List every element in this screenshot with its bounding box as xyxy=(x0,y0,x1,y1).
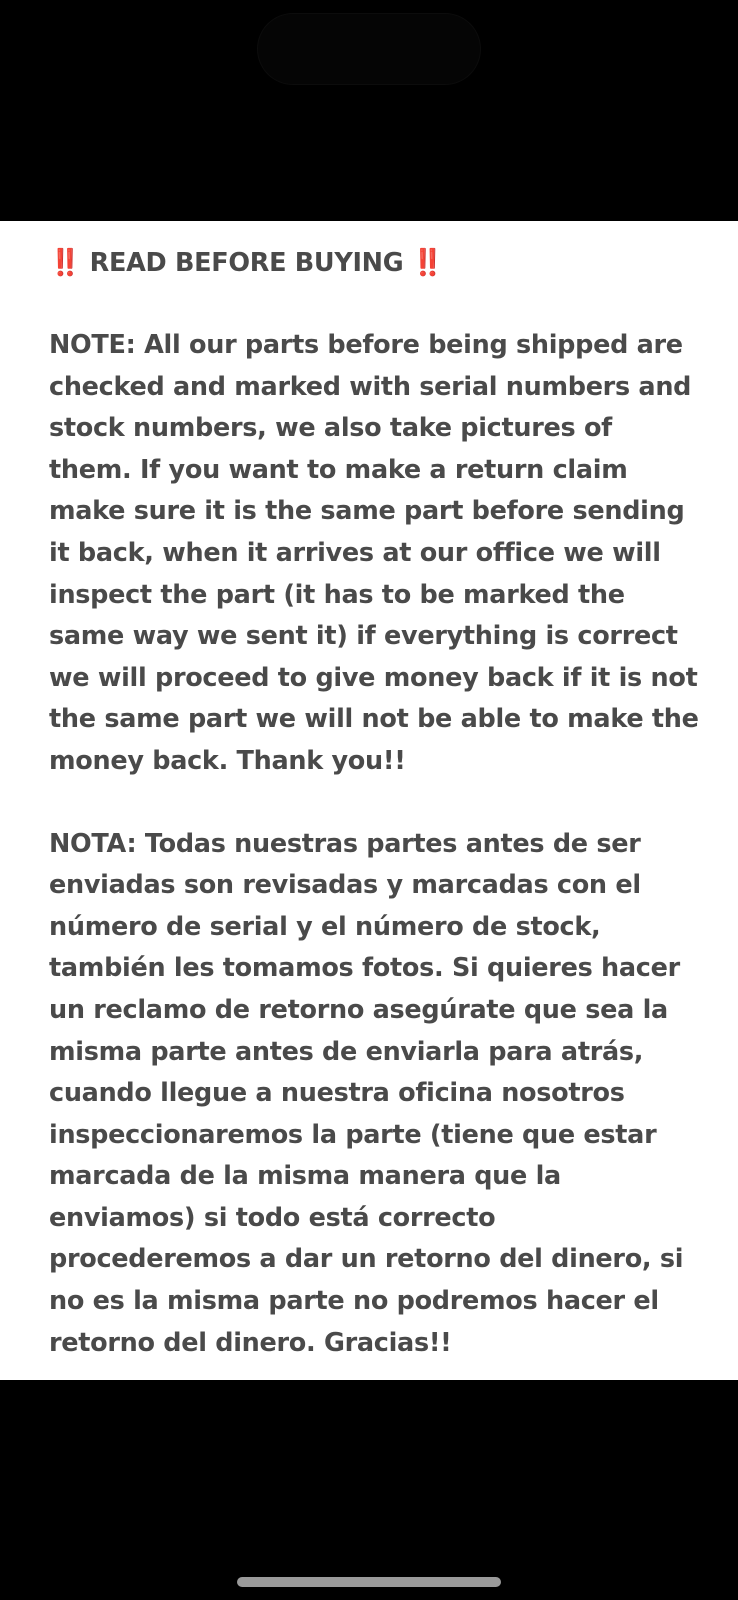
paragraph-line: procederemos a dar un retorno del dinero, si xyxy=(49,1244,684,1275)
paragraph-line: no es la misma parte no podremos hacer el xyxy=(49,1286,659,1317)
double-exclamation-icon: ‼️ xyxy=(411,248,444,278)
paragraph-line: we will proceed to give money back if it is not xyxy=(49,662,698,693)
dynamic-island xyxy=(258,14,480,84)
paragraph-line: también les tomamos fotos. Si quieres hacer xyxy=(49,953,680,984)
home-indicator[interactable] xyxy=(237,1577,501,1587)
paragraph-line: money back. Thank you!! xyxy=(49,745,406,776)
paragraph-line: cuando llegue a nuestra oficina nosotros xyxy=(49,1078,625,1109)
paragraph-line: inspeccionaremos la parte (tiene que estar xyxy=(49,1119,657,1150)
paragraph-line: NOTE: All our parts before being shipped are xyxy=(49,330,683,360)
paragraph-line: enviamos) si todo está correcto xyxy=(49,1202,496,1233)
paragraph-line: un reclamo de retorno asegúrate que sea la xyxy=(49,994,668,1025)
paragraph-line: marcada de la misma manera que la xyxy=(49,1161,561,1192)
paragraph-line: them. If you want to make a return claim xyxy=(49,454,628,485)
spanish-note-paragraph xyxy=(49,824,698,1365)
paragraph-line: make sure it is the same part before sending xyxy=(49,496,685,527)
paragraph-line: the same part we will not be able to make the xyxy=(49,704,699,735)
note-heading xyxy=(49,243,698,284)
note-card xyxy=(0,221,738,1380)
double-exclamation-icon: ‼️ xyxy=(49,248,82,278)
paragraph-line: stock numbers, we also take pictures of xyxy=(49,413,612,444)
paragraph-line: enviadas son revisadas y marcadas con el xyxy=(49,870,641,901)
paragraph-line: checked and marked with serial numbers and xyxy=(49,371,692,402)
paragraph-line: same way we sent it) if everything is correct xyxy=(49,621,678,652)
english-note-paragraph xyxy=(49,325,698,783)
paragraph-line: misma parte antes de enviarla para atrás, xyxy=(49,1036,644,1067)
paragraph-line: número de serial y el número de stock, xyxy=(49,911,601,942)
paragraph-line: it back, when it arrives at our office we will xyxy=(49,537,661,568)
paragraph-line: NOTA: Todas nuestras partes antes de ser xyxy=(49,828,641,859)
paragraph-line: retorno del dinero. Gracias!! xyxy=(49,1327,452,1358)
heading-text: READ BEFORE BUYING xyxy=(89,248,404,278)
paragraph-line: inspect the part (it has to be marked the xyxy=(49,579,625,610)
